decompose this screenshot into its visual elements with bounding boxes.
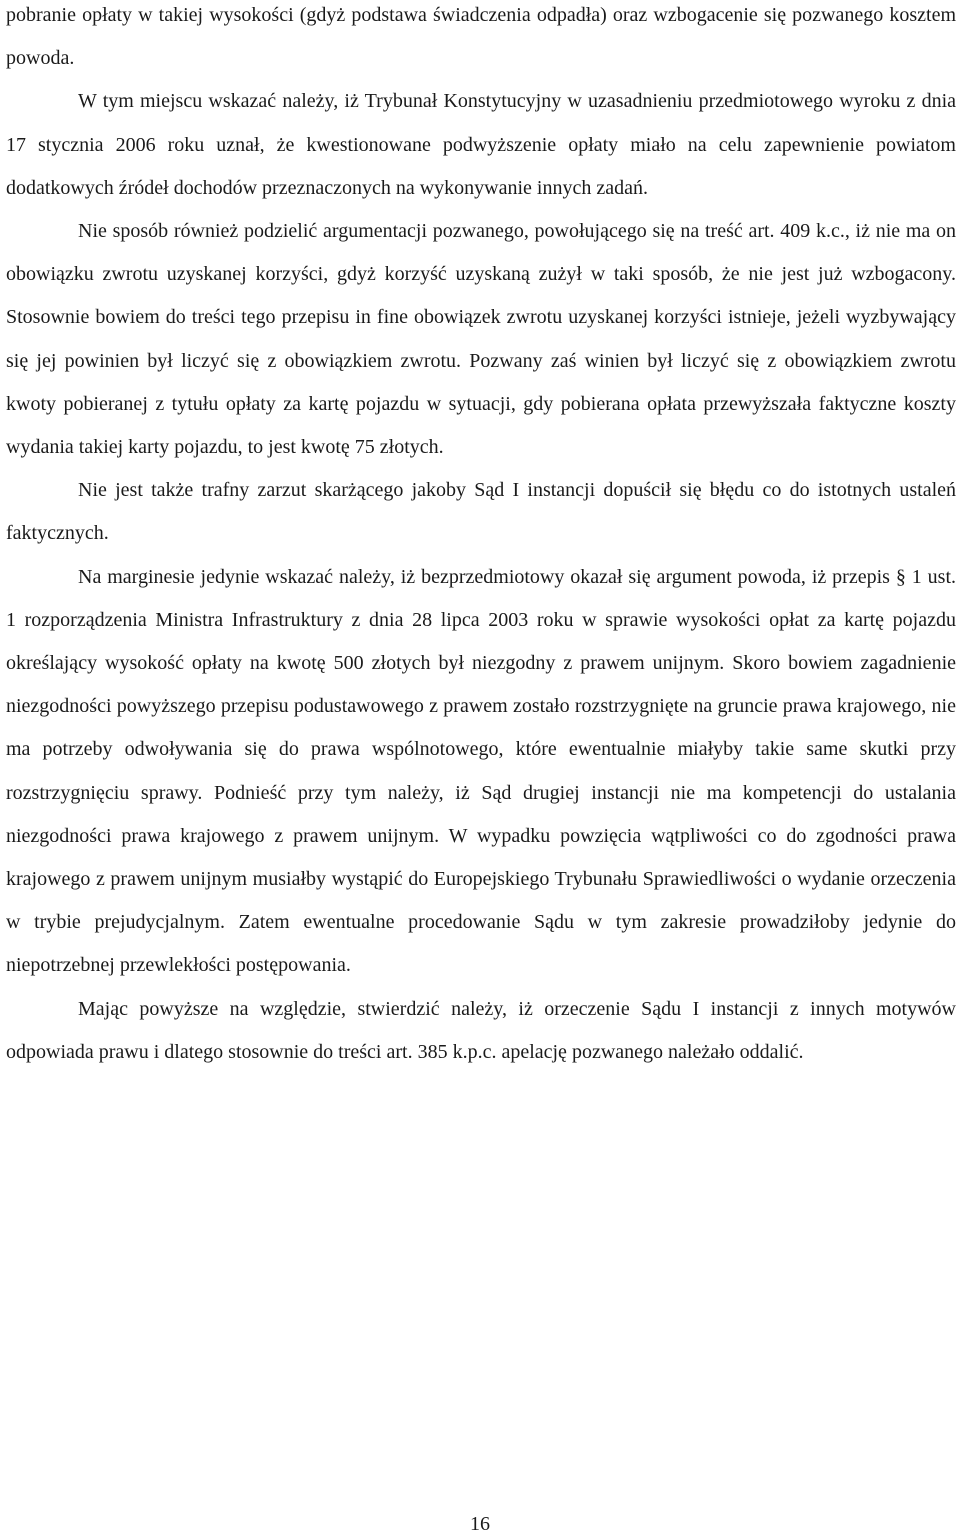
paragraph-art-409: Nie sposób również podzielić argumentacji pozwanego, powołującego się na treść art. 409 k.c., iż nie ma on obowiązku zwrotu uzyskanej korzyści, gdyż korzyść uzyskaną zużył w taki sposób, że nie jest już wzbogacony. Stosownie bowiem do treści tego przepisu in fine obowiązek zwrotu uzyskanej korzyści istnieje, jeżeli wyzbywający się jej powinien był liczyć się z obowiązkiem zwrotu. Pozwany zaś winien był liczyć się z obowiązkiem zwrotu kwoty pobieranej z tytułu opłaty za kartę pojazdu w sytuacji, gdy pobierana opłata przewyższała faktyczne koszty wydania takiej karty pojazdu, to jest kwotę 75 złotych. [6,220,956,459]
paragraph-eu-law: Na marginesie jedynie wskazać należy, iż bezprzedmiotowy okazał się argument powoda, iż przepis § 1 ust. 1 rozporządzenia Ministra Infrastruktury z dnia 28 lipca 2003 roku w sprawie wysokości opłat za kartę pojazdu określający wysokość opłaty na kwotę 500 złotych był niezgodny z prawem unijnym. Skoro bowiem zagadnienie niezgodności powyższego przepisu podustawowego z prawem zostało rozstrzygnięte na gruncie prawa krajowego, nie ma potrzeby odwoływania się do prawa wspólnotowego, które ewentualnie miałyby takie same skutki przy rozstrzygnięciu sprawy. Podnieść przy tym należy, iż Sąd drugiej instancji nie ma kompetencji do ustalania niezgodności prawa krajowego z prawem unijnym. W wypadku powzięcia wątpliwości co do zgodności prawa krajowego z prawem unijnym musiałby wystąpić do Europejskiego Trybunału Sprawiedliwości o wydanie orzeczenia w trybie prejudycjalnym. Zatem ewentualne procedowanie Sądu w tym zakresie prowadziłoby jedynie do niepotrzebnej przewlekłości postępowania. [6,565,956,977]
page-number: 16 [470,1513,490,1535]
paragraph-factual-findings: Nie jest także trafny zarzut skarżącego jakoby Sąd I instancji dopuścił się błędu co do istotnych ustaleń faktycznych. [6,479,956,545]
paragraph-continuation: pobranie opłaty w takiej wysokości (gdyż podstawa świadczenia odpadła) oraz wzbogacenie się pozwanego kosztem powoda. [6,4,956,70]
paragraph-conclusion: Mając powyższe na względzie, stwierdzić należy, iż orzeczenie Sądu I instancji z innych motywów odpowiada prawu i dlatego stosownie do treści art. 385 k.p.c. apelację pozwanego należało oddalić. [6,997,956,1063]
paragraph-constitutional-tribunal: W tym miejscu wskazać należy, iż Trybunał Konstytucyjny w uzasadnieniu przedmiotowego wyroku z dnia 17 stycznia 2006 roku uznał, że kwestionowane podwyższenie opłaty miało na celu zapewnienie powiatom dodatkowych źródeł dochodów przeznaczonych na wykonywanie innych zadań. [6,90,956,199]
document-body [6,0,956,1074]
